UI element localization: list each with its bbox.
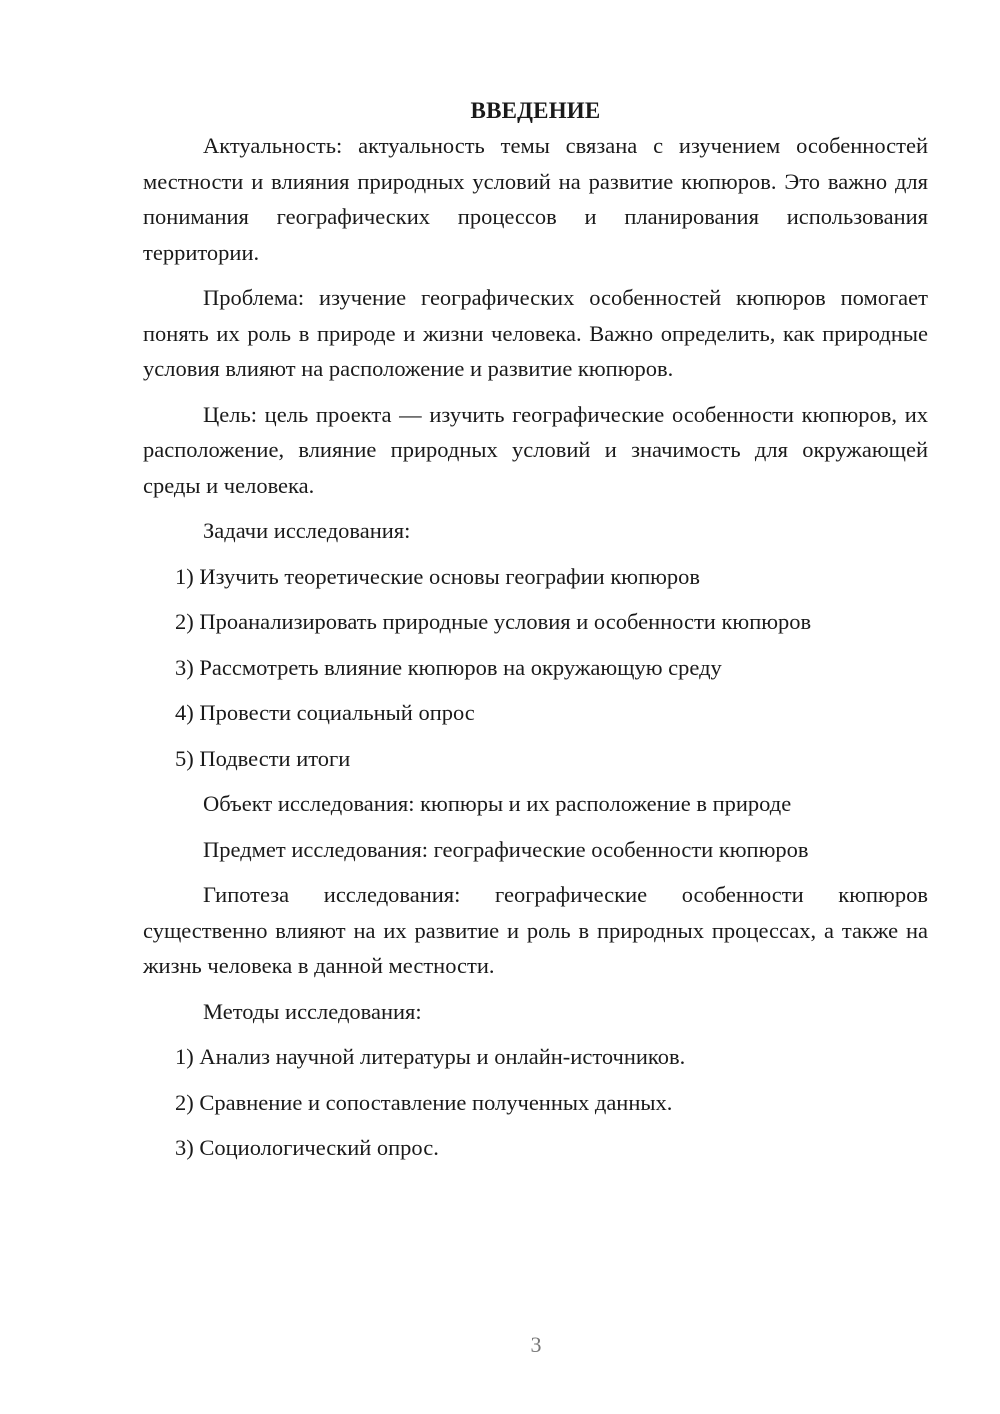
problem-paragraph: Проблема: изучение географических особенностей кюпюров помогает понять их роль в природе и жизни человека. Важно определить, как природные условия влияют на расположение и развитие кюпюров. [143,285,928,381]
list-item: 2) Проанализировать природные условия и особенности кюпюров [175,609,812,634]
object-line: Объект исследования: кюпюры и их расположение в природе [203,791,792,816]
list-item: 3) Социологический опрос. [175,1135,439,1160]
document-page [143,96,928,1166]
list-item: 5) Подвести итоги [175,745,351,771]
page-title: ВВЕДЕНИЕ [470,98,601,123]
list-item: 2) Сравнение и сопоставление полученных данных. [175,1089,673,1115]
methods-heading: Методы исследования: [203,998,422,1024]
hypothesis-paragraph: Гипотеза исследования: географические особенности кюпюров существенно влияют на их развитие и роль в природных процессах, а также на жизнь человека в данной местности. [143,882,928,978]
list-item: 3) Рассмотреть влияние кюпюров на окружающую среду [175,654,722,680]
tasks-heading: Задачи исследования: [203,518,411,543]
list-item: 1) Изучить теоретические основы географии кюпюров [175,563,701,589]
goal-paragraph: Цель: цель проекта — изучить географические особенности кюпюров, их расположение, влияние природных условий и значимость для окружающей среды и человека. [143,401,928,498]
subject-line: Предмет исследования: географические особенности кюпюров [203,836,809,862]
list-item: 4) Провести социальный опрос [175,700,475,725]
relevance-paragraph: Актуальность: актуальность темы связана с изучением особенностей местности и влияния природных условий на развитие кюпюров. Это важно для понимания географических процессов и планирования использования территории. [143,133,928,265]
list-item: 1) Анализ научной литературы и онлайн-источников. [175,1044,686,1069]
page-number: 3 [530,1332,542,1357]
methods-list [143,1039,928,1166]
tasks-list [143,559,928,777]
